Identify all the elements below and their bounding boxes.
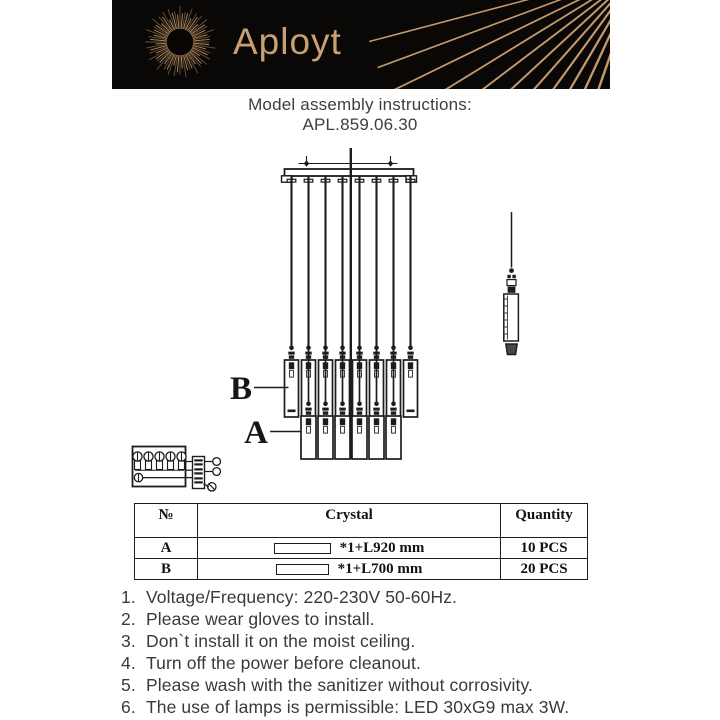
terminal-leg xyxy=(179,461,185,470)
crystal-tube xyxy=(335,416,350,459)
rod-flange xyxy=(389,179,398,182)
ceiling-bar xyxy=(282,169,417,182)
lamp-bulb xyxy=(375,426,379,433)
connector-clamp xyxy=(323,411,328,414)
connector-ball xyxy=(374,402,379,407)
connector-ball xyxy=(340,346,345,351)
hanging-rods xyxy=(287,176,415,346)
lamp-socket xyxy=(391,418,396,425)
list-item xyxy=(121,608,617,630)
col-header-quantity: Quantity xyxy=(501,504,588,538)
sunburst-ray xyxy=(194,39,210,40)
connector-ball xyxy=(357,346,362,351)
item-text: Don`t install it on the moist ceiling. xyxy=(146,631,416,652)
ray-fan-decoration xyxy=(369,0,610,89)
row-a-crystal xyxy=(198,538,501,559)
list-item xyxy=(121,630,617,652)
row-a-spec: *1+L920 mm xyxy=(339,539,425,556)
terminal-screw xyxy=(144,452,153,461)
connector-clamp xyxy=(373,352,379,355)
lamp-socket xyxy=(408,362,413,369)
crystal-shape-a xyxy=(274,543,331,554)
col-header-no: № xyxy=(135,504,198,538)
model-code: APL.859.06.30 xyxy=(302,115,418,134)
connector-clamp xyxy=(390,408,396,411)
list-item xyxy=(121,696,617,718)
sunburst-ray xyxy=(181,14,182,28)
item-number: 1. xyxy=(121,587,136,607)
list-item xyxy=(121,586,617,608)
connector-ball xyxy=(391,346,396,351)
connector-clamp xyxy=(305,408,311,411)
sunburst-ray xyxy=(177,56,178,72)
item-number: 4. xyxy=(121,653,136,674)
list-item xyxy=(121,652,617,674)
crystal-tube xyxy=(302,360,316,417)
sunburst-center xyxy=(167,29,193,55)
connector-clamp xyxy=(306,355,311,358)
connector-clamp xyxy=(374,355,379,358)
terminal-leg xyxy=(135,461,141,470)
rod-flange xyxy=(304,179,313,182)
lamp-bulb xyxy=(392,426,396,433)
crystal-tube xyxy=(370,360,384,417)
table-header-row xyxy=(135,504,588,538)
lamp-socket xyxy=(306,362,311,369)
rod-flange xyxy=(287,179,296,182)
crystal-tube xyxy=(352,416,367,459)
label-part-a: A xyxy=(244,415,268,451)
lamp-socket xyxy=(391,362,396,369)
terminal-leg xyxy=(157,461,163,470)
connector-clamp xyxy=(356,408,362,411)
crystal-tube xyxy=(386,416,401,459)
crystal-tube xyxy=(387,360,401,417)
lamp-socket xyxy=(357,362,362,369)
lamp-socket xyxy=(306,418,311,425)
sunburst-ray xyxy=(149,37,166,40)
terminal-screw xyxy=(133,452,142,461)
wiring-diagram xyxy=(133,447,221,491)
fan-ray xyxy=(417,0,610,89)
row-a-no: A xyxy=(135,538,198,559)
label-part-b: B xyxy=(229,371,252,407)
lamp-bulb xyxy=(307,426,311,433)
crystal-tube xyxy=(336,360,350,417)
sunburst-ray xyxy=(181,56,182,68)
rod-flange xyxy=(338,179,347,182)
terminal-screw xyxy=(166,452,175,461)
item-number: 5. xyxy=(121,675,136,696)
lamp-bulb xyxy=(358,426,362,433)
item-text: The use of lamps is permissible: LED 30xG9 max 3W. xyxy=(146,697,570,718)
brand-logo-text: Aployt xyxy=(233,21,342,62)
lamp-socket xyxy=(340,418,345,425)
item-text: Voltage/Frequency: 220-230V 50-60Hz. xyxy=(146,587,458,607)
connector-clamp xyxy=(306,411,311,414)
lamp-bulb xyxy=(307,370,311,377)
connector-clamp xyxy=(322,352,328,355)
crystal-tubes-row-b xyxy=(285,346,418,418)
connector-ball xyxy=(391,402,396,407)
connector-ball xyxy=(323,402,328,407)
connector-ball xyxy=(306,346,311,351)
connector-clamp xyxy=(339,352,345,355)
page-title: Model assembly instructions: xyxy=(248,95,472,114)
terminal-screws xyxy=(133,452,186,470)
brand-banner xyxy=(112,0,610,89)
lamp-socket xyxy=(340,362,345,369)
lamp-socket xyxy=(374,418,379,425)
lamp-socket xyxy=(323,362,328,369)
lamp-bulb xyxy=(409,370,413,377)
list-item xyxy=(121,674,617,696)
connector-clamp xyxy=(357,411,362,414)
connector-clamp xyxy=(323,355,328,358)
connector-clamp xyxy=(288,352,294,355)
sunburst-ray xyxy=(194,43,209,44)
lamp-socket xyxy=(357,418,362,425)
lamp-bulb xyxy=(358,370,362,377)
crystal-tubes-row-a xyxy=(301,402,401,460)
crystal-shape-b xyxy=(276,564,329,575)
lamp-socket xyxy=(374,362,379,369)
rod-flange xyxy=(321,179,330,182)
terminal-screw xyxy=(155,452,164,461)
item-text: Please wear gloves to install. xyxy=(146,609,375,630)
connector-ball xyxy=(374,346,379,351)
crystal-tube xyxy=(301,416,316,459)
item-number: 3. xyxy=(121,631,136,652)
suspension-measure-line xyxy=(299,156,398,167)
sunburst-ray xyxy=(178,15,179,28)
parts-table xyxy=(134,503,588,580)
connector-clamp xyxy=(391,411,396,414)
table-row xyxy=(135,538,588,559)
banner-graphics xyxy=(112,0,610,89)
title-block xyxy=(0,95,720,135)
row-b-no: B xyxy=(135,559,198,580)
crystal-tube xyxy=(404,360,418,417)
row-a-quantity: 10 PCS xyxy=(501,538,588,559)
item-number: 6. xyxy=(121,697,136,718)
crystal-tube xyxy=(318,416,333,459)
connector-ball xyxy=(289,346,294,351)
sunburst-ray xyxy=(150,39,166,40)
crystal-tube xyxy=(285,360,299,417)
rod-flange xyxy=(406,179,415,182)
connector-clamp xyxy=(407,352,413,355)
connector-clamp xyxy=(390,352,396,355)
tube-bottom-socket xyxy=(407,410,415,413)
sunburst-logo-icon xyxy=(145,6,215,77)
connector-ball xyxy=(323,346,328,351)
lamp-socket xyxy=(289,362,294,369)
connector-ball xyxy=(357,402,362,407)
sunburst-ray xyxy=(156,43,166,44)
connector-clamp xyxy=(305,352,311,355)
lamp-socket xyxy=(323,418,328,425)
connector-ball xyxy=(408,346,413,351)
connector-clamp xyxy=(340,411,345,414)
lamp-bulb xyxy=(392,370,396,377)
terminal-leg xyxy=(168,461,174,470)
item-text: Please wash with the sanitizer without corrosivity. xyxy=(146,675,534,696)
lamp-bulb xyxy=(375,370,379,377)
connector-clamp xyxy=(289,355,294,358)
terminal-leg xyxy=(146,461,152,470)
lamp-bulb xyxy=(290,370,294,377)
terminal-screw xyxy=(177,452,186,461)
row-b-spec: *1+L700 mm xyxy=(337,560,423,577)
crystal-tube xyxy=(353,360,367,417)
connector-ball xyxy=(340,402,345,407)
connector-clamp xyxy=(373,408,379,411)
connector-clamp xyxy=(357,355,362,358)
connector-clamp xyxy=(340,355,345,358)
connector-clamp xyxy=(339,408,345,411)
sunburst-ray xyxy=(194,37,210,40)
table-row xyxy=(135,559,588,580)
lamp-bulb xyxy=(324,426,328,433)
crystal-tube xyxy=(369,416,384,459)
connector-clamp xyxy=(391,355,396,358)
crystal-tube xyxy=(319,360,333,417)
rod-flange xyxy=(372,179,381,182)
pendant-detail-view xyxy=(504,212,519,355)
lamp-bulb xyxy=(324,370,328,377)
item-text: Turn off the power before cleanout. xyxy=(146,653,421,674)
connector-clamp xyxy=(408,355,413,358)
instruction-list xyxy=(121,586,617,719)
row-b-quantity: 20 PCS xyxy=(501,559,588,580)
row-b-crystal xyxy=(198,559,501,580)
item-number: 2. xyxy=(121,609,136,630)
tube-bottom-socket xyxy=(288,410,296,413)
hanging-rods-row-a xyxy=(309,346,394,402)
rod-flange xyxy=(355,179,364,182)
lamp-bulb xyxy=(341,370,345,377)
connector-clamp xyxy=(356,352,362,355)
col-header-crystal: Crystal xyxy=(198,504,501,538)
connector-clamp xyxy=(322,408,328,411)
lamp-bulb xyxy=(341,426,345,433)
connector-clamp xyxy=(374,411,379,414)
connector-ball xyxy=(306,402,311,407)
